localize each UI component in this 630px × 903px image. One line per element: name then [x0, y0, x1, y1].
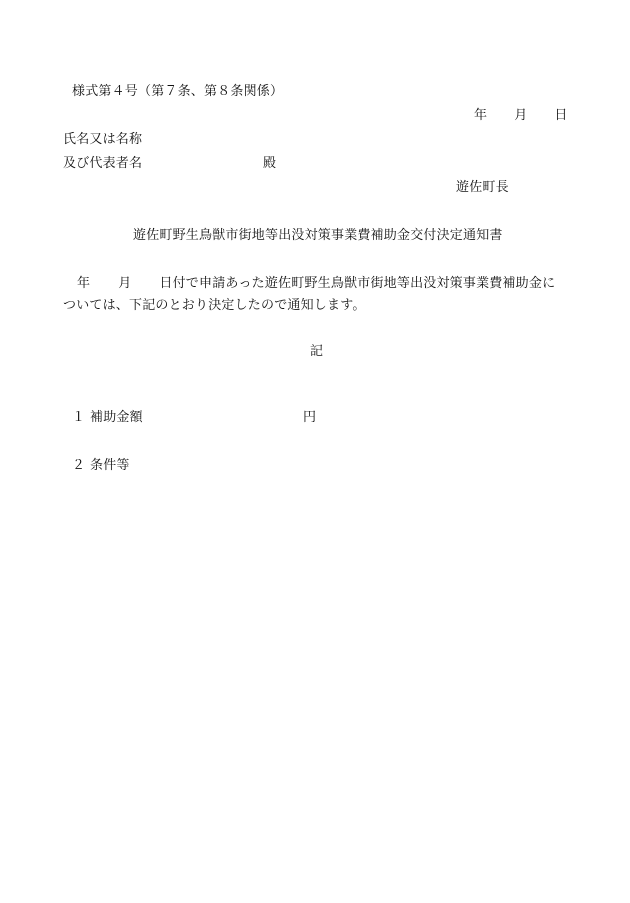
- recipient-representative-label: 及び代表者名: [63, 156, 143, 171]
- date-day-label: 日: [554, 108, 568, 123]
- body-month-label: 月: [118, 276, 132, 291]
- item-1-label: 補助金額: [90, 410, 143, 425]
- date-line: [474, 109, 568, 122]
- item-2-label: 条件等: [90, 458, 130, 473]
- recipient-honorific: 殿: [263, 156, 277, 171]
- body-year-label: 年: [77, 276, 91, 291]
- date-month-label: 月: [514, 108, 528, 123]
- item-1-number: １: [72, 410, 86, 425]
- body-line-1-text: 日付で申請あった遊佐町野生鳥獣市街地等出没対策事業費補助金に: [159, 276, 556, 291]
- form-number: 様式第４号（第７条、第８条関係）: [72, 84, 284, 99]
- document-title: 遊佐町野生鳥獣市街地等出没対策事業費補助金交付決定通知書: [133, 228, 503, 243]
- issuer-name: 遊佐町長: [456, 180, 509, 195]
- ki-heading: 記: [310, 344, 324, 359]
- body-line-1: [63, 277, 555, 290]
- item-2-number: ２: [72, 458, 86, 473]
- date-year-label: 年: [474, 108, 488, 123]
- recipient-name-label: 氏名又は名称: [63, 132, 143, 147]
- item-1-unit: 円: [303, 410, 317, 425]
- body-line-2: ついては、下記のとおり決定したので通知します。: [63, 298, 366, 313]
